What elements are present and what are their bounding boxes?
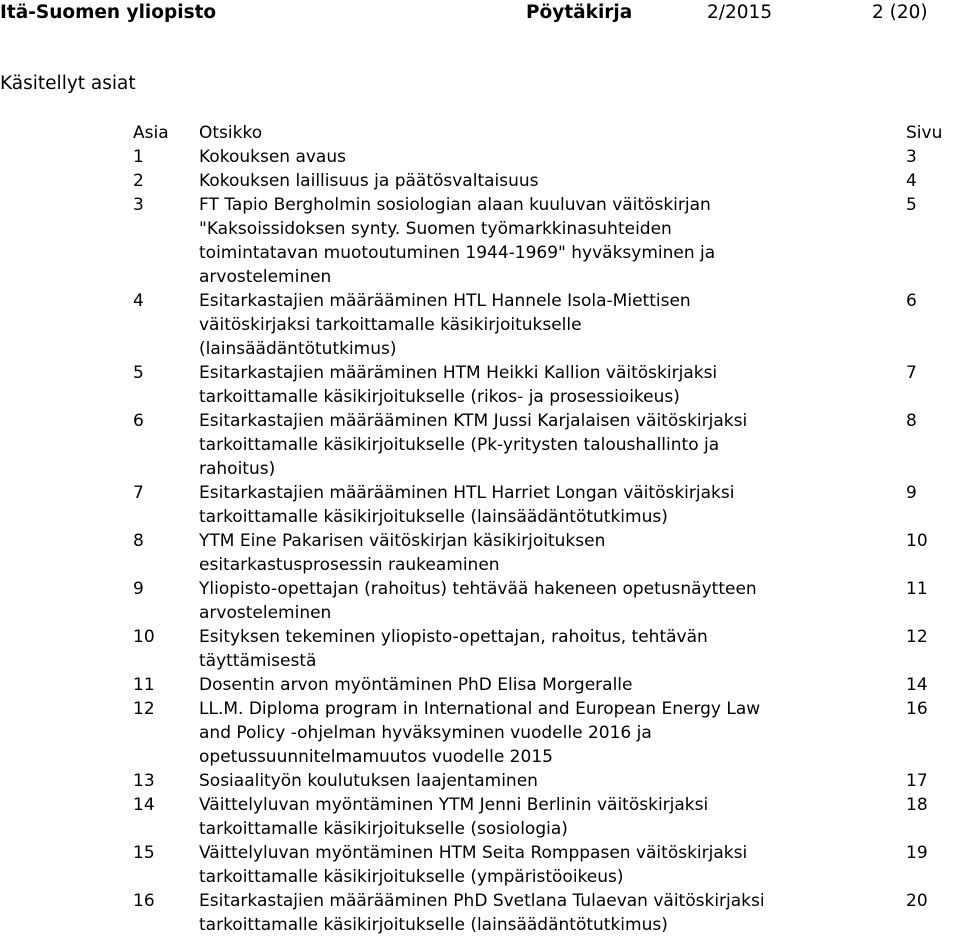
agenda-item-number: 12 xyxy=(133,699,155,719)
agenda-item-title xyxy=(199,289,875,361)
agenda-item-page: 9 xyxy=(906,483,917,503)
agenda-item-number: 7 xyxy=(133,483,144,503)
agenda-item-number: 2 xyxy=(133,171,144,191)
agenda-item-number: 11 xyxy=(133,675,155,695)
column-header-title: Otsikko xyxy=(199,123,263,143)
agenda-item-number: 14 xyxy=(133,795,155,815)
section-heading: Käsitellyt asiat xyxy=(0,73,136,94)
agenda-item-title-line: tarkoittamalle käsikirjoitukselle (rikos- ja prosessioikeus) xyxy=(199,387,680,407)
agenda-row xyxy=(0,697,960,769)
agenda-item-title-line: Kokouksen laillisuus ja päätösvaltaisuus xyxy=(199,171,539,191)
agenda-item-number: 6 xyxy=(133,411,144,431)
agenda-item-title-line: täyttämisestä xyxy=(199,651,317,671)
agenda-header-row xyxy=(0,121,960,145)
agenda-item-title-line: rahoitus) xyxy=(199,459,276,479)
agenda-item-page: 5 xyxy=(906,195,917,215)
agenda-item-title-line: Väittelyluvan myöntäminen HTM Seita Romppasen väitöskirjaksi xyxy=(199,843,748,863)
agenda-item-title-line: and Policy -ohjelman hyväksyminen vuodelle 2016 ja xyxy=(199,723,652,743)
agenda-item-title-line: Esityksen tekeminen yliopisto-opettajan, rahoitus, tehtävän xyxy=(199,627,708,647)
agenda-item-title-line: arvosteleminen xyxy=(199,267,332,287)
agenda-item-title xyxy=(199,145,875,169)
page-indicator: 2 (20) xyxy=(872,2,928,23)
agenda-row xyxy=(0,481,960,529)
agenda-item-title-line: Esitarkastajien määrääminen HTL Harriet Longan väitöskirjaksi xyxy=(199,483,735,503)
agenda-item-page: 20 xyxy=(906,891,928,911)
agenda-item-page: 8 xyxy=(906,411,917,431)
agenda-item-page: 11 xyxy=(906,579,928,599)
agenda-row xyxy=(0,769,960,793)
agenda-row xyxy=(0,577,960,625)
agenda-item-number: 8 xyxy=(133,531,144,551)
agenda-row xyxy=(0,409,960,481)
agenda-item-title xyxy=(199,529,875,577)
agenda-item-title-line: Sosiaalityön koulutuksen laajentaminen xyxy=(199,771,538,791)
agenda-row xyxy=(0,529,960,577)
agenda-item-title-line: tarkoittamalle käsikirjoitukselle (Pk-yritysten taloushallinto ja xyxy=(199,435,720,455)
agenda-item-title xyxy=(199,889,875,937)
agenda-item-title xyxy=(199,625,875,673)
agenda-row xyxy=(0,625,960,673)
agenda-row xyxy=(0,145,960,169)
agenda-item-title xyxy=(199,577,875,625)
agenda-item-title-line: Dosentin arvon myöntäminen PhD Elisa Morgeralle xyxy=(199,675,633,695)
agenda-item-number: 16 xyxy=(133,891,155,911)
agenda-item-title xyxy=(199,673,875,697)
agenda-item-title-line: Väittelyluvan myöntäminen YTM Jenni Berlinin väitöskirjaksi xyxy=(199,795,709,815)
agenda-row xyxy=(0,841,960,889)
agenda-row xyxy=(0,169,960,193)
agenda-item-page: 6 xyxy=(906,291,917,311)
agenda-item-title xyxy=(199,361,875,409)
agenda-item-title-line: Yliopisto-opettajan (rahoitus) tehtävää hakeneen opetusnäytteen xyxy=(199,579,757,599)
document-title: Pöytäkirja xyxy=(526,2,633,23)
agenda-item-title-line: tarkoittamalle käsikirjoitukselle (ympäristöoikeus) xyxy=(199,867,624,887)
agenda-item-title-line: arvosteleminen xyxy=(199,603,332,623)
agenda-item-number: 13 xyxy=(133,771,155,791)
agenda-item-title-line: Esitarkastajien määrääminen HTL Hannele Isola-Miettisen xyxy=(199,291,691,311)
agenda-item-page: 7 xyxy=(906,363,917,383)
agenda-item-page: 10 xyxy=(906,531,928,551)
agenda-item-title-line: tarkoittamalle käsikirjoitukselle (lainsäädäntötutkimus) xyxy=(199,915,668,935)
agenda-item-number: 5 xyxy=(133,363,144,383)
agenda-item-page: 19 xyxy=(906,843,928,863)
agenda-item-page: 3 xyxy=(906,147,917,167)
agenda-row xyxy=(0,673,960,697)
column-header-page: Sivu xyxy=(906,123,943,143)
agenda-item-title xyxy=(199,769,875,793)
agenda-row xyxy=(0,361,960,409)
agenda-item-number: 1 xyxy=(133,147,144,167)
agenda-item-title-line: Kokouksen avaus xyxy=(199,147,346,167)
agenda-item-title xyxy=(199,169,875,193)
agenda-row xyxy=(0,193,960,289)
agenda-item-page: 18 xyxy=(906,795,928,815)
agenda-item-number: 10 xyxy=(133,627,155,647)
agenda-item-number: 3 xyxy=(133,195,144,215)
agenda-row xyxy=(0,289,960,361)
agenda-item-title-line: väitöskirjaksi tarkoittamalle käsikirjoitukselle xyxy=(199,315,582,335)
agenda-row xyxy=(0,793,960,841)
agenda-item-page: 4 xyxy=(906,171,917,191)
agenda-item-title-line: "Kaksoissidoksen synty. Suomen työmarkkinasuhteiden xyxy=(199,219,672,239)
agenda-item-title-line: tarkoittamalle käsikirjoitukselle (sosiologia) xyxy=(199,819,568,839)
agenda-item-title-line: YTM Eine Pakarisen väitöskirjan käsikirjoituksen xyxy=(199,531,606,551)
organization-name: Itä-Suomen yliopisto xyxy=(0,2,217,23)
agenda-item-title xyxy=(199,481,875,529)
agenda-item-title-line: Esitarkastajien määrääminen KTM Jussi Karjalaisen väitöskirjaksi xyxy=(199,411,748,431)
agenda-item-title-line: Esitarkastajien määrääminen PhD Svetlana Tulaevan väitöskirjaksi xyxy=(199,891,765,911)
agenda-item-title-line: (lainsäädäntötutkimus) xyxy=(199,339,397,359)
agenda-table xyxy=(0,121,960,937)
agenda-item-title-line: FT Tapio Bergholmin sosiologian alaan kuuluvan väitöskirjan xyxy=(199,195,711,215)
agenda-row xyxy=(0,889,960,937)
agenda-item-number: 9 xyxy=(133,579,144,599)
agenda-item-page: 16 xyxy=(906,699,928,719)
agenda-item-page: 14 xyxy=(906,675,928,695)
agenda-item-title-line: Esitarkastajien määräminen HTM Heikki Kallion väitöskirjaksi xyxy=(199,363,718,383)
agenda-item-title-line: LL.M. Diploma program in International and European Energy Law xyxy=(199,699,761,719)
document-number: 2/2015 xyxy=(707,2,773,23)
agenda-item-title xyxy=(199,793,875,841)
agenda-item-title-line: opetussuunnitelmamuutos vuodelle 2015 xyxy=(199,747,553,767)
agenda-item-page: 12 xyxy=(906,627,928,647)
page-header xyxy=(0,0,960,26)
agenda-item-title-line: esitarkastusprosessin raukeaminen xyxy=(199,555,500,575)
agenda-item-title xyxy=(199,409,875,481)
agenda-item-page: 17 xyxy=(906,771,928,791)
agenda-item-number: 15 xyxy=(133,843,155,863)
agenda-item-title xyxy=(199,841,875,889)
column-header-number: Asia xyxy=(133,123,169,143)
agenda-item-title xyxy=(199,697,875,769)
agenda-item-title-line: tarkoittamalle käsikirjoitukselle (lainsäädäntötutkimus) xyxy=(199,507,668,527)
agenda-item-title xyxy=(199,193,875,289)
agenda-item-title-line: toimintatavan muotoutuminen 1944-1969" hyväksyminen ja xyxy=(199,243,716,263)
agenda-item-number: 4 xyxy=(133,291,144,311)
